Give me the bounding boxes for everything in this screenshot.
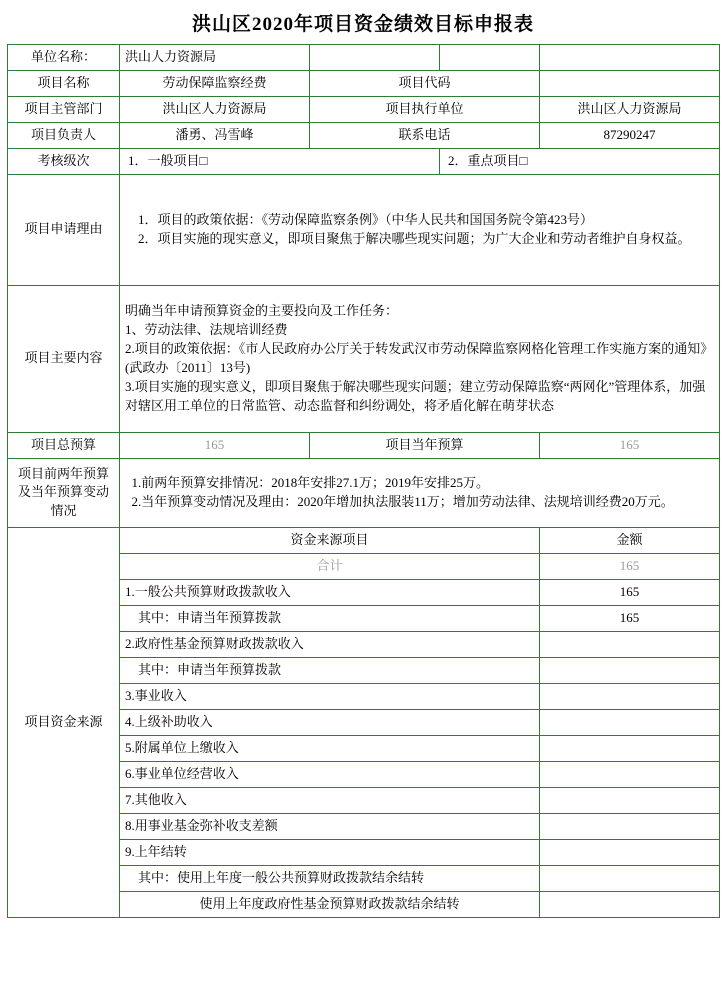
funding-amount-cell: [540, 657, 720, 683]
funding-amount-cell: 165: [540, 605, 720, 631]
funding-item-cell: 7.其他收入: [120, 787, 540, 813]
funding-header-item: 资金来源项目: [120, 527, 540, 553]
funding-header-row: [8, 527, 720, 553]
content-line-1: 明确当年申请预算资金的主要投向及工作任务：: [125, 303, 399, 319]
dept-row: [8, 96, 720, 122]
dept-value: 洪山区人力资源局: [120, 96, 310, 122]
owner-value: 潘勇、冯雪峰: [120, 122, 310, 148]
unit-row-spacer-2: [440, 45, 540, 71]
page-title: 洪山区2020年项目资金绩效目标申报表: [191, 14, 534, 35]
funding-amount-cell: 165: [540, 553, 720, 579]
funding-item-cell: 使用上年度政府性基金预算财政拨款结余结转: [120, 891, 540, 917]
funding-item-cell: 2.政府性基金预算财政拨款收入: [120, 631, 540, 657]
unit-name-label: 单位名称：: [8, 45, 120, 71]
budget-row: [8, 432, 720, 458]
funding-amount-cell: [540, 813, 720, 839]
content-line-3: 2.项目的政策依据：《市人民政府办公厅关于转发武汉市劳动保障监察网格化管理工作实施方案的通知》(武政办〔2011〕13号): [125, 341, 714, 375]
funding-item-cell: 6.事业单位经营收入: [120, 761, 540, 787]
funding-amount-cell: [540, 891, 720, 917]
funding-amount-cell: [540, 709, 720, 735]
total-budget-label: 项目总预算: [8, 432, 120, 458]
funding-item-cell: 其中：申请当年预算拨款: [120, 657, 540, 683]
project-code-value: [540, 70, 720, 96]
year-budget-label: 项目当年预算: [310, 432, 540, 458]
project-name-label: 项目名称: [8, 70, 120, 96]
content-body: [120, 285, 720, 432]
owner-row: [8, 122, 720, 148]
unit-row-spacer-3: [540, 45, 720, 71]
year-budget-value: 165: [540, 432, 720, 458]
funding-item-cell: 5.附属单位上缴收入: [120, 735, 540, 761]
funding-item-cell: 其中：申请当年预算拨款: [120, 605, 540, 631]
budget-change-line-1: 1.前两年预算安排情况：2018年安排27.1万；2019年安排25万。: [131, 475, 490, 490]
level-row: [8, 148, 720, 174]
reason-line-2: 2．项目实施的现实意义，即项目聚焦于解决哪些现实问题；为广大企业和劳动者维护自身权益。: [138, 230, 691, 246]
exec-unit-value: 洪山区人力资源局: [540, 96, 720, 122]
reason-content: [120, 174, 720, 285]
phone-value: 87290247: [540, 122, 720, 148]
reason-row: [8, 174, 720, 285]
funding-item-cell: 1.一般公共预算财政拨款收入: [120, 579, 540, 605]
level-option-key[interactable]: 2．重点项目□: [440, 148, 720, 174]
owner-label: 项目负责人: [8, 122, 120, 148]
funding-item-cell: 合计: [120, 553, 540, 579]
project-name-value: 劳动保障监察经费: [120, 70, 310, 96]
budget-change-body: [120, 458, 720, 527]
funding-item-cell: 9.上年结转: [120, 839, 540, 865]
funding-source-label: 项目资金来源: [8, 527, 120, 917]
funding-item-cell: 4.上级补助收入: [120, 709, 540, 735]
unit-row-spacer-1: [310, 45, 440, 71]
content-row: [8, 285, 720, 432]
exec-unit-label: 项目执行单位: [310, 96, 540, 122]
funding-amount-cell: [540, 787, 720, 813]
funding-amount-cell: [540, 839, 720, 865]
reason-line-1: 1．项目的政策依据：《劳动保障监察条例》（中华人民共和国国务院令第423号）: [138, 212, 594, 227]
content-line-2: 1、劳动法律、法规培训经费: [125, 322, 288, 338]
funding-amount-cell: [540, 735, 720, 761]
funding-amount-cell: [540, 631, 720, 657]
project-code-label: 项目代码: [310, 70, 540, 96]
project-name-row: [8, 70, 720, 96]
funding-amount-cell: [540, 761, 720, 787]
budget-change-row: [8, 458, 720, 527]
funding-item-cell: 8.用事业基金弥补收支差额: [120, 813, 540, 839]
unit-name-value: 洪山人力资源局: [120, 45, 310, 71]
funding-amount-cell: [540, 683, 720, 709]
content-line-4: 3.项目实施的现实意义，即项目聚焦于解决哪些现实问题；建立劳动保障监察“两网化”管理体系，加强对辖区用工单位的日常监管、动态监督和纠纷调处，将矛盾化解在萌芽状态: [125, 378, 706, 413]
funding-item-cell: 其中：使用上年度一般公共预算财政拨款结余结转: [120, 865, 540, 891]
funding-header-amount: 金额: [540, 527, 720, 553]
funding-item-cell: 3.事业收入: [120, 683, 540, 709]
funding-amount-cell: 165: [540, 579, 720, 605]
budget-change-line-2: 2.当年预算变动情况及理由：2020年增加执法服装11万；增加劳动法律、法规培训经费20万元。: [131, 493, 674, 509]
dept-label: 项目主管部门: [8, 96, 120, 122]
unit-name-row: [8, 45, 720, 71]
budget-change-label: 项目前两年预算及当年预算变动情况: [8, 458, 120, 527]
reason-label: 项目申请理由: [8, 174, 120, 285]
declaration-form-table: [7, 44, 720, 918]
funding-amount-cell: [540, 865, 720, 891]
level-label: 考核级次: [8, 148, 120, 174]
level-option-general[interactable]: 1．一般项目□: [120, 148, 440, 174]
phone-label: 联系电话: [310, 122, 540, 148]
total-budget-value: 165: [120, 432, 310, 458]
content-label: 项目主要内容: [8, 285, 120, 432]
